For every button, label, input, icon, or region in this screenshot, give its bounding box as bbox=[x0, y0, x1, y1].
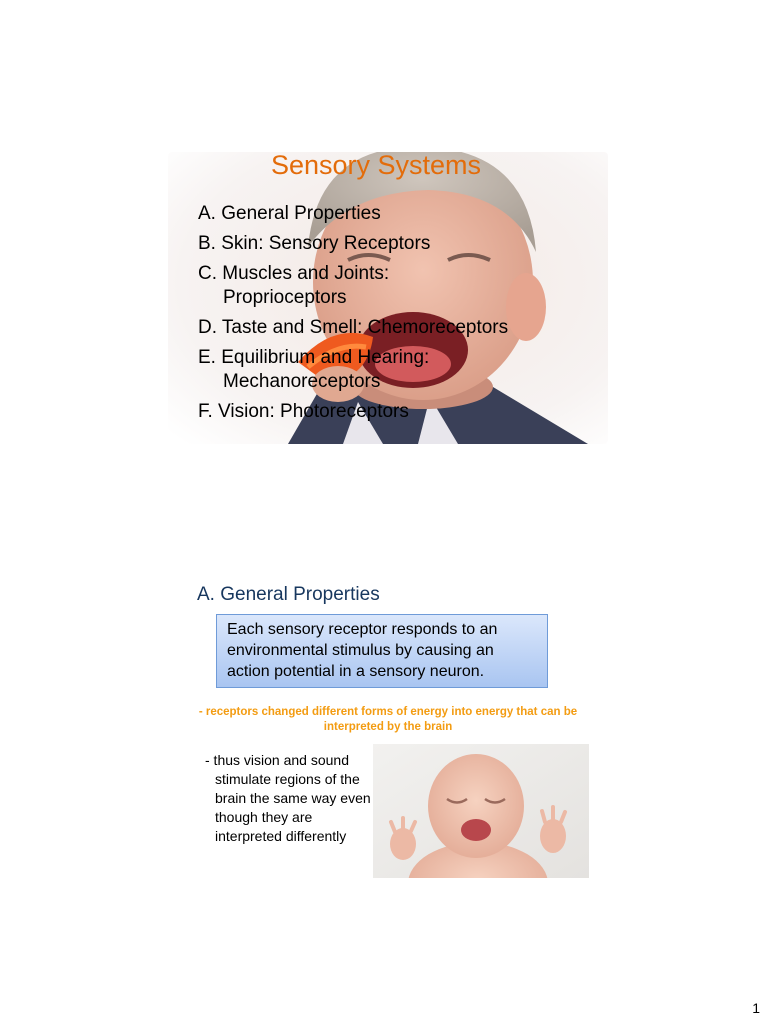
list-item bbox=[198, 400, 508, 424]
list-item bbox=[198, 346, 508, 394]
list-item bbox=[198, 316, 508, 340]
list-item bbox=[198, 232, 508, 256]
crying-baby-photo bbox=[373, 744, 589, 878]
list-item-text: A. General Properties bbox=[198, 203, 381, 224]
list-item-continuation: Mechanoreceptors bbox=[223, 371, 381, 392]
list-item bbox=[198, 202, 508, 226]
topic-list bbox=[198, 202, 508, 430]
highlight-note: - receptors changed different forms of energy into energy that can be interpreted by the brain bbox=[198, 706, 578, 733]
slide-general-properties bbox=[170, 578, 600, 888]
list-item-text: E. Equilibrium and Hearing: bbox=[198, 347, 430, 368]
slide-title: A. General Properties bbox=[197, 584, 380, 605]
list-item-continuation: Proprioceptors bbox=[223, 287, 347, 308]
definition-box: Each sensory receptor responds to an environmental stimulus by causing an action potential in a sensory neuron. bbox=[216, 614, 548, 688]
list-item-text: D. Taste and Smell: Chemoreceptors bbox=[198, 317, 509, 338]
list-item-text: F. Vision: Photoreceptors bbox=[198, 401, 409, 422]
slide-title: Sensory Systems bbox=[270, 150, 482, 180]
list-item bbox=[198, 262, 508, 310]
page-number: 1 bbox=[752, 1000, 760, 1016]
slide-sensory-systems bbox=[160, 148, 610, 446]
list-item-text: B. Skin: Sensory Receptors bbox=[198, 233, 431, 254]
bullet-text: - thus vision and sound stimulate regions of the brain the same way even though they are interpreted differently bbox=[205, 752, 371, 844]
list-item-text: C. Muscles and Joints: bbox=[198, 263, 390, 284]
